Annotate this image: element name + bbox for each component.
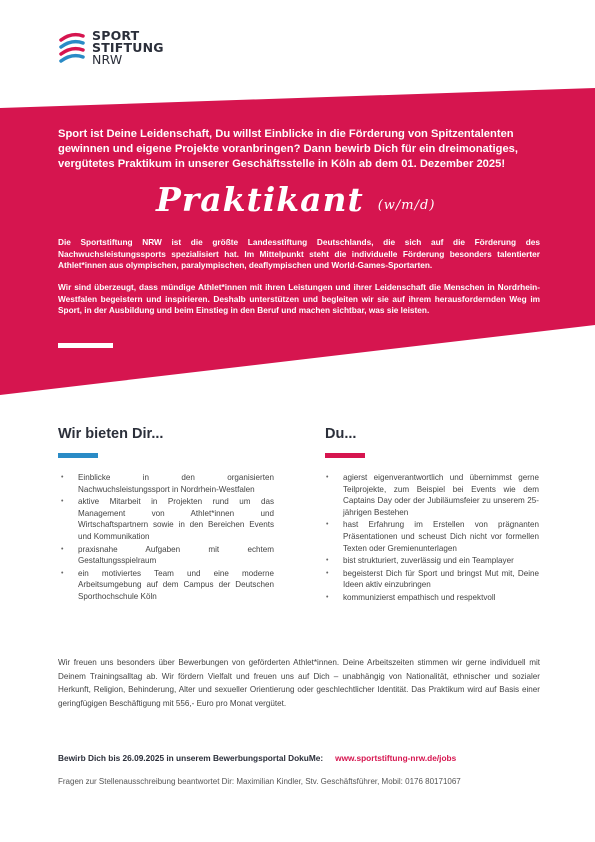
divider-bar [58, 343, 113, 348]
foundation-description: Die Sportstiftung NRW ist die größte Landesstiftung Deutschlands, die sich auf die Förderung des Nachwuchsleistungssports spezialisiert hat. Im Mittelpunkt steht die individuelle Förderung besonders talentierter Athlet*innen aus olympischen, paralympischen, deaflympischen und World-Games-Sportarten. [58, 237, 540, 270]
intro-text: Sport ist Deine Leidenschaft, Du willst Einblicke in die Förderung von Spitzentalenten gewinnen und eigene Projekte voranbringen? Dann bewirb Dich für ein dreimonatiges, vergütetes Praktikum in unserer Geschäftsstelle in Köln ab dem 01. Dezember 2025! [58, 128, 518, 170]
jobs-portal-link[interactable]: www.sportstiftung-nrw.de/jobs [335, 753, 457, 763]
list-item: • ein motiviertes Team und eine moderne Arbeitsumgebung auf dem Campus der Deutschen Sporthochschule Köln [78, 568, 274, 603]
closing-paragraph: Wir freuen uns besonders über Bewerbungen von geförderten Athlet*innen. Deine Arbeitszeiten stimmen wir gerne individuell mit Deinem Trainingsalltag ab. Wir fördern Vielfalt und freuen uns auf Dich – unabhängig von Nationalität, ethnischer und sozialer Herkunft, Religion, Behinderung, Alter und sexueller Orientierung oder geschlechtlicher Identität. Das Praktikum wird auf Basis einer geringfügigen Beschäftigung mit 556,- Euro pro Monat vergütet. [58, 658, 540, 708]
logo-line-nrw: NRW [92, 52, 123, 67]
apply-text: Bewirb Dich bis 26.09.2025 in unserem Bewerbungsportal DokuMe: [58, 753, 324, 763]
list-item: • aktive Mitarbeit in Projekten rund um das Management von Athlet*innen und Wirtschaftspartnern sowie in den Bereichen Events und Kommunikation [78, 496, 274, 542]
list-item: • bist strukturiert, zuverlässig und ein Teamplayer [343, 555, 539, 567]
sportstiftung-logo [58, 30, 164, 68]
requirements-accent-bar [325, 453, 365, 458]
list-item: • agierst eigenverantwortlich und übernimmst gerne Teilprojekte, zum Beispiel bei Events wie dem Captains Day oder der Jubiläumsfeier zu unserem 25-jährigen Bestehen [343, 472, 539, 518]
list-item: • kommunizierst empathisch und respektvoll [343, 592, 539, 604]
logo-swoosh-icon [58, 30, 86, 68]
offer-list [78, 472, 274, 604]
logo-line-stiftung: STIFTUNG [92, 40, 164, 55]
offer-heading: Wir bieten Dir... [58, 426, 164, 442]
mission-description: Wir sind überzeugt, dass mündige Athlet*innen mit ihren Leistungen und ihrer Leidenschaft die Menschen in Nordrhein-Westfalen begeistern und inspirieren. Deshalb unterstützen und begleiten wir sie auf ihrem herausfordernden Weg im Sport, in der Ausbildung und beim Einstieg in den Beruf und machen sichtbar, was sie leisten. [58, 282, 540, 315]
contact-info: Fragen zur Stellenausschreibung beantwortet Dir: Maximilian Kindler, Stv. Geschäftsführer, Mobil: 0176 80171067 [58, 777, 461, 786]
list-item: • Einblicke in den organisierten Nachwuchsleistungssport in Nordrhein-Westfalen [78, 472, 274, 495]
logo-wordmark [92, 30, 164, 66]
list-item: • hast Erfahrung im Erstellen von prägnanten Präsentationen und scheust Dich nicht vor formellen Texten oder Gremienunterlagen [343, 519, 539, 554]
logo-line-sport: SPORT [92, 28, 140, 43]
list-item: • begeisterst Dich für Sport und bringst Mut mit, Deine Ideen aktiv einzubringen [343, 568, 539, 591]
job-title [156, 180, 435, 219]
requirements-heading: Du... [325, 426, 357, 442]
apply-line [58, 753, 456, 763]
offer-accent-bar [58, 453, 98, 458]
job-title-main: Praktikant [156, 180, 364, 219]
job-title-gender-suffix: (w/m/d) [377, 198, 436, 213]
list-item: • praxisnahe Aufgaben mit echtem Gestaltungsspielraum [78, 544, 274, 567]
requirements-list [343, 472, 539, 605]
